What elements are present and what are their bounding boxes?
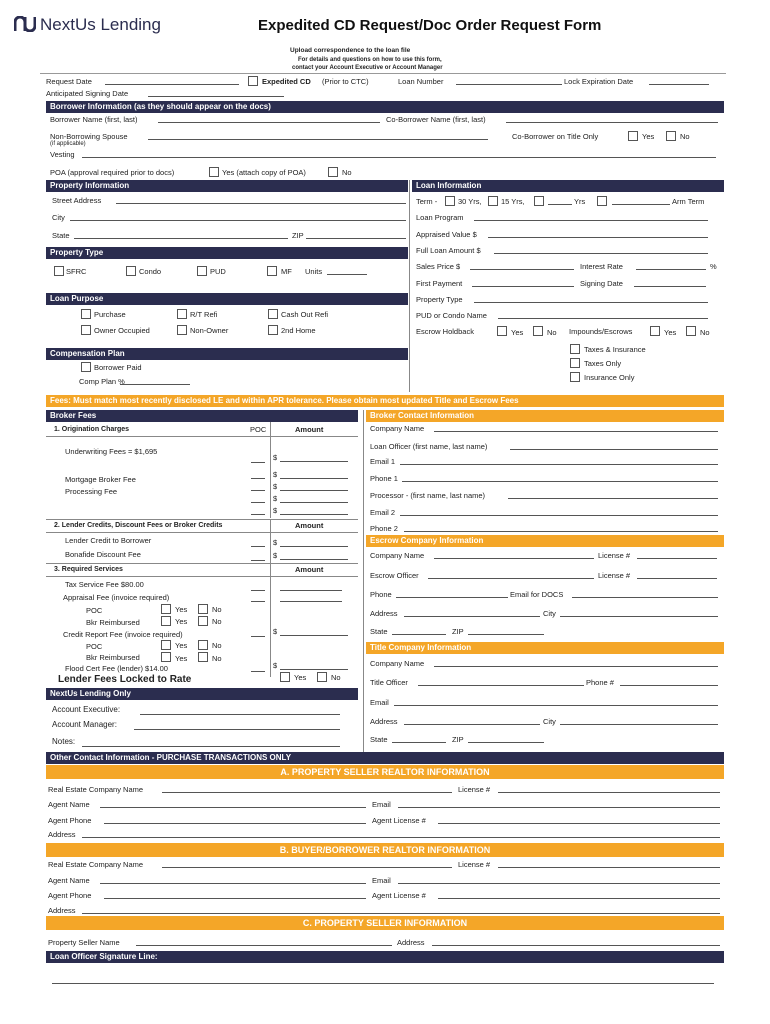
io-checkbox[interactable] [570,372,580,382]
af-bkr-no: No [212,617,222,626]
non-owner-checkbox[interactable] [177,325,187,335]
tc-zip-field[interactable] [468,742,544,743]
b-address-field[interactable] [82,913,720,914]
bc-e1-label: Email 1 [370,457,396,466]
term30-label: 30 Yrs, [458,197,482,206]
poa-label: POA (approval required prior to docs) [50,168,175,177]
amount-col: Amount [295,425,324,434]
nbs-field[interactable] [148,139,488,140]
second-home-label: 2nd Home [281,326,316,335]
dollar-5: $ [273,506,278,515]
b-agent-label: Agent Name [48,876,90,885]
b-address-label: Address [48,906,76,915]
bc-p2-field[interactable] [404,531,718,532]
rate-field[interactable] [636,269,706,270]
crf-poc-no-checkbox[interactable] [198,640,208,650]
bc-p1-field[interactable] [402,481,718,482]
fcf-amount[interactable] [280,669,348,670]
signing-date-label: Anticipated Signing Date [46,89,129,98]
notes-field[interactable] [82,746,340,747]
first-payment-field[interactable] [472,286,574,287]
comp-plan-field[interactable] [120,384,190,385]
lender-fees-locked-label: Lender Fees Locked to Rate [58,674,192,685]
crf-poc-label: POC [86,642,103,651]
sales-price-field[interactable] [470,269,574,270]
page-title: Expedited CD Request/Doc Order Request Form [258,17,602,34]
property-type-header: Property Type [46,247,408,259]
loan-info-header: Loan Information [412,180,724,192]
arm-label: Arm Term [672,197,705,206]
condo-checkbox[interactable] [126,266,136,276]
crf-bkr-no: No [212,654,222,663]
af-poc-no-checkbox[interactable] [198,604,208,614]
tc-phone-label: Phone # [586,678,614,687]
mf-checkbox[interactable] [267,266,277,276]
if-applicable: (if applicable) [50,141,86,147]
af-poc-yes: Yes [175,605,188,614]
bc-e1-field[interactable] [400,464,718,465]
bc-company-field[interactable] [434,431,718,432]
holdback-yes: Yes [511,328,524,337]
tc-email-field[interactable] [394,705,718,706]
city-field[interactable] [70,220,406,221]
co-title-no-checkbox[interactable] [666,131,676,141]
mf-label: MF [281,267,292,276]
co-title-label: Co-Borrower on Title Only [512,132,599,141]
co-title-yes-checkbox[interactable] [628,131,638,141]
nextus-logo-icon [14,16,36,32]
a-phone-field[interactable] [104,823,366,824]
uw-amount[interactable] [280,461,348,462]
a-re-label: Real Estate Company Name [48,785,144,794]
expedited-label: Expedited CD [262,77,311,86]
a-email-label: Email [372,800,391,809]
pf-label: Processing Fee [65,487,118,496]
ae-field[interactable] [140,714,340,715]
tc-company-field[interactable] [434,666,718,667]
tc-city-label: City [543,717,556,726]
term-other-field[interactable] [548,204,572,205]
borrower-header: Borrower Information (as they should appear on the docs) [46,101,724,113]
dollar-9: $ [273,661,278,670]
subtitle-2: For details and questions on how to use this form, [298,57,442,63]
owner-occupied-checkbox[interactable] [81,325,91,335]
lock-exp-label: Lock Expiration Date [564,77,634,86]
signature-header: Loan Officer Signature Line: [46,951,724,963]
tc-zip-label: ZIP [452,735,464,744]
fees-bar: Fees: Must match most recently disclosed LE and within APR tolerance. Please obtain most updated Title and Escrow Fees [46,395,724,407]
vesting-label: Vesting [50,150,75,159]
other-amount-2[interactable] [280,514,348,515]
fcf-label: Flood Cert Fee (lender) $14.00 [65,664,168,673]
section-b-header: B. BUYER/BORROWER REALTOR INFORMATION [46,843,724,857]
b-phone-field[interactable] [104,898,366,899]
ti-label: Taxes & Insurance [584,345,646,354]
dollar-2: $ [273,470,278,479]
sfrc-label: SFRC [66,267,87,276]
crf-poc-yes-checkbox[interactable] [161,640,171,650]
owner-occupied-label: Owner Occupied [94,326,150,335]
crf-amount[interactable] [280,635,348,636]
bc-company-label: Company Name [370,424,425,433]
purchase-label: Purchase [94,310,126,319]
other-amount-1[interactable] [280,502,348,503]
esc-license-label: License # [598,551,631,560]
condo-label: Condo [139,267,162,276]
esc-company-field[interactable] [434,558,594,559]
pf-amount[interactable] [280,490,348,491]
term30-checkbox[interactable] [445,196,455,206]
locked-no: No [331,673,341,682]
a-alic-label: Agent License # [372,816,426,825]
holdback-yes-checkbox[interactable] [497,326,507,336]
bc-e2-label: Email 2 [370,508,396,517]
zip-label: ZIP [292,231,304,240]
lcb-amount[interactable] [280,546,348,547]
section-c-header: C. PROPERTY SELLER INFORMATION [46,916,724,930]
rate-label: Interest Rate [580,262,623,271]
request-date-label: Request Date [46,77,92,86]
vesting-field[interactable] [82,157,716,158]
esc-state-field[interactable] [392,634,446,635]
bdf-label: Bonafide Discount Fee [65,550,141,559]
term15-label: 15 Yrs, [501,197,525,206]
brand-name: NextUs Lending [40,14,161,34]
crf-bkr-label: Bkr Reimbursed [86,653,140,662]
pud-condo-label: PUD or Condo Name [416,311,487,320]
b-re-label: Real Estate Company Name [48,860,144,869]
crf-bkr-yes: Yes [175,654,188,663]
tc-address-field[interactable] [404,724,540,725]
seller-address-label: Address [397,938,425,947]
dollar-4: $ [273,494,278,503]
sfrc-checkbox[interactable] [54,266,64,276]
af-poc-no: No [212,605,222,614]
to-checkbox[interactable] [570,358,580,368]
impounds-label: Impounds/Escrows [569,327,633,336]
expedited-checkbox[interactable] [248,76,258,86]
escrow-header: Escrow Company Information [366,535,724,547]
bc-lo-label: Loan Officer (first name, last name) [370,442,488,451]
bc-p2-label: Phone 2 [370,524,398,533]
zip-field[interactable] [306,238,406,239]
crf-bkr-no-checkbox[interactable] [198,652,208,662]
a-address-field[interactable] [82,837,720,838]
pct-label: % [710,262,717,271]
term15-checkbox[interactable] [488,196,498,206]
tc-state-field[interactable] [392,742,446,743]
af-poc-yes-checkbox[interactable] [161,604,171,614]
subtitle-3: contact your Account Executive or Account Manager [292,65,443,71]
section-a-header: A. PROPERTY SELLER REALTOR INFORMATION [46,765,724,779]
locked-yes: Yes [294,673,307,682]
purchase-checkbox[interactable] [81,309,91,319]
co-borrower-name-field[interactable] [506,122,718,123]
bc-lo-field[interactable] [510,449,718,450]
origination-label: 1. Origination Charges [54,426,130,433]
arm-checkbox[interactable] [597,196,607,206]
af-bkr-label: Bkr Reimbursed [86,618,140,627]
signing-date-field[interactable] [148,96,284,97]
crf-bkr-yes-checkbox[interactable] [161,652,171,662]
a-re-field[interactable] [162,792,452,793]
tc-phone-field[interactable] [620,685,718,686]
b-email-field[interactable] [398,883,720,884]
mbf-amount[interactable] [280,478,348,479]
comp-plan-header: Compensation Plan [46,348,408,360]
impounds-no-checkbox[interactable] [686,326,696,336]
tc-address-label: Address [370,717,398,726]
dollar-8: $ [273,627,278,636]
amount-col-3: Amount [295,565,324,574]
esc-zip-field[interactable] [468,634,544,635]
esc-email-docs-field[interactable] [572,597,718,598]
af-bkr-no-checkbox[interactable] [198,616,208,626]
borrower-paid-checkbox[interactable] [81,362,91,372]
esc-zip-label: ZIP [452,627,464,636]
term-other-checkbox[interactable] [534,196,544,206]
a-license-field[interactable] [498,792,720,793]
loan-number-field[interactable] [456,84,562,85]
locked-yes-checkbox[interactable] [280,672,290,682]
logo [14,14,161,34]
esc-company-label: Company Name [370,551,425,560]
state-label: State [52,231,70,240]
rt-refi-label: R/T Refi [190,310,218,319]
esc-license-field-2[interactable] [637,578,717,579]
tc-officer-field[interactable] [418,685,584,686]
poa-no: No [342,168,352,177]
program-label: Loan Program [416,213,464,222]
dollar-1: $ [273,453,278,462]
a-email-field[interactable] [398,807,720,808]
dollar-3: $ [273,482,278,491]
af-bkr-yes: Yes [175,617,188,626]
a-agent-field[interactable] [100,807,366,808]
esc-officer-field[interactable] [428,578,594,579]
lender-credits-label: 2. Lender Credits, Discount Fees or Broker Credits [54,522,223,529]
esc-address-label: Address [370,609,398,618]
af-label: Appraisal Fee (invoice required) [63,593,170,602]
arm-field[interactable] [612,204,670,205]
esc-email-docs-label: Email for DOCS [510,590,564,599]
a-license-label: License # [458,785,491,794]
nextus-only-header: NextUs Lending Only [46,688,358,700]
full-amount-field[interactable] [494,253,708,254]
co-title-yes: Yes [642,132,655,141]
uw-label: Underwriting Fees = $1,695 [65,447,158,456]
units-field[interactable] [327,274,367,275]
loan-signing-label: Signing Date [580,279,623,288]
io-label: Insurance Only [584,373,635,382]
poa-no-checkbox[interactable] [328,167,338,177]
escrow-holdback-label: Escrow Holdback [416,327,474,336]
a-alic-field[interactable] [438,823,720,824]
b-agent-field[interactable] [100,883,366,884]
crf-poc-no: No [212,641,222,650]
second-home-checkbox[interactable] [268,325,278,335]
property-header: Property Information [46,180,408,192]
crf-label: Credit Report Fee (invoice required) [63,630,183,639]
loan-ptype-field[interactable] [474,302,708,303]
b-license-label: License # [458,860,491,869]
pud-label: PUD [210,267,226,276]
b-re-field[interactable] [162,867,452,868]
nbs-label: Non-Borrowing Spouse [50,132,128,141]
locked-no-checkbox[interactable] [317,672,327,682]
bc-proc-field[interactable] [508,498,718,499]
pud-condo-field[interactable] [498,318,708,319]
notes-label: Notes: [52,737,76,746]
esc-officer-label: Escrow Officer [370,571,419,580]
af-poc-label: POC [86,606,103,615]
impounds-no: No [700,328,710,337]
tc-city-field[interactable] [560,724,718,725]
broker-fees-header: Broker Fees [46,410,358,422]
poa-yes: Yes (attach copy of POA) [222,168,306,177]
poa-yes-checkbox[interactable] [209,167,219,177]
other-contact-header: Other Contact Information - PURCHASE TRANSACTIONS ONLY [46,752,724,764]
pud-checkbox[interactable] [197,266,207,276]
impounds-yes-checkbox[interactable] [650,326,660,336]
bc-proc-label: Processor - (first name, last name) [370,491,486,500]
esc-city-field[interactable] [560,616,718,617]
city-label: City [52,213,65,222]
broker-contact-header: Broker Contact Information [366,410,724,422]
a-phone-label: Agent Phone [48,816,92,825]
esc-state-label: State [370,627,388,636]
co-borrower-name-label: Co-Borrower Name (first, last) [386,115,486,124]
appraised-label: Appraised Value $ [416,230,477,239]
lcb-label: Lender Credit to Borrower [65,536,152,545]
holdback-no-checkbox[interactable] [533,326,543,336]
comp-plan-label: Comp Plan % [79,377,125,386]
holdback-no: No [547,328,557,337]
tsf-label: Tax Service Fee $80.00 [65,580,144,589]
tc-officer-label: Title Officer [370,678,408,687]
loan-ptype-label: Property Type [416,295,463,304]
b-license-field[interactable] [498,867,720,868]
loan-purpose-header: Loan Purpose [46,293,408,305]
borrower-name-label: Borrower Name (first, last) [50,115,138,124]
esc-license-field[interactable] [637,558,717,559]
signature-field[interactable] [52,983,714,984]
tc-email-label: Email [370,698,389,707]
program-field[interactable] [474,220,708,221]
subtitle: Upload correspondence to the loan file [290,47,411,54]
af-bkr-yes-checkbox[interactable] [161,616,171,626]
bdf-amount[interactable] [280,559,348,560]
term-label: Term - [416,197,438,206]
borrower-name-field[interactable] [158,122,380,123]
full-amount-label: Full Loan Amount $ [416,246,481,255]
tc-company-label: Company Name [370,659,425,668]
bc-p1-label: Phone 1 [370,474,398,483]
crf-poc-yes: Yes [175,641,188,650]
ti-checkbox[interactable] [570,344,580,354]
b-email-label: Email [372,876,391,885]
esc-phone-field[interactable] [396,597,508,598]
appraised-field[interactable] [488,237,708,238]
a-agent-label: Agent Name [48,800,90,809]
loan-signing-field[interactable] [634,286,706,287]
esc-phone-label: Phone [370,590,392,599]
units-label: Units [305,267,323,276]
impounds-yes: Yes [664,328,677,337]
ae-label: Account Executive: [52,705,121,714]
non-owner-label: Non-Owner [190,326,229,335]
street-field[interactable] [116,203,406,204]
amount-col-2: Amount [295,521,324,530]
yrs-label: Yrs [574,197,586,206]
street-label: Street Address [52,196,102,205]
first-payment-label: First Payment [416,279,463,288]
cashout-label: Cash Out Refi [281,310,329,319]
loan-number-label: Loan Number [398,77,444,86]
dollar-7: $ [273,551,278,560]
a-address-label: Address [48,830,76,839]
request-date-field[interactable] [105,84,239,85]
title-header: Title Company Information [366,642,724,654]
sales-price-label: Sales Price $ [416,262,461,271]
seller-field[interactable] [136,945,392,946]
esc-address-field[interactable] [404,616,540,617]
dollar-6: $ [273,538,278,547]
rt-refi-checkbox[interactable] [177,309,187,319]
prior-label: (Prior to CTC) [322,77,369,86]
am-label: Account Manager: [52,720,117,729]
seller-address-field[interactable] [432,945,720,946]
b-phone-label: Agent Phone [48,891,92,900]
seller-label: Property Seller Name [48,938,120,947]
b-alic-label: Agent License # [372,891,426,900]
borrower-paid-label: Borrower Paid [94,363,142,372]
b-alic-field[interactable] [438,898,720,899]
cashout-checkbox[interactable] [268,309,278,319]
bc-e2-field[interactable] [400,515,718,516]
co-title-no: No [680,132,690,141]
esc-city-label: City [543,609,556,618]
tc-state-label: State [370,735,388,744]
required-services-label: 3. Required Services [54,566,123,573]
to-label: Taxes Only [584,359,622,368]
poc-col: POC [250,425,267,434]
esc-license-label-2: License # [598,571,631,580]
am-field[interactable] [134,729,340,730]
state-field[interactable] [74,238,288,239]
mbf-label: Mortgage Broker Fee [65,475,136,484]
lock-exp-field[interactable] [649,84,709,85]
